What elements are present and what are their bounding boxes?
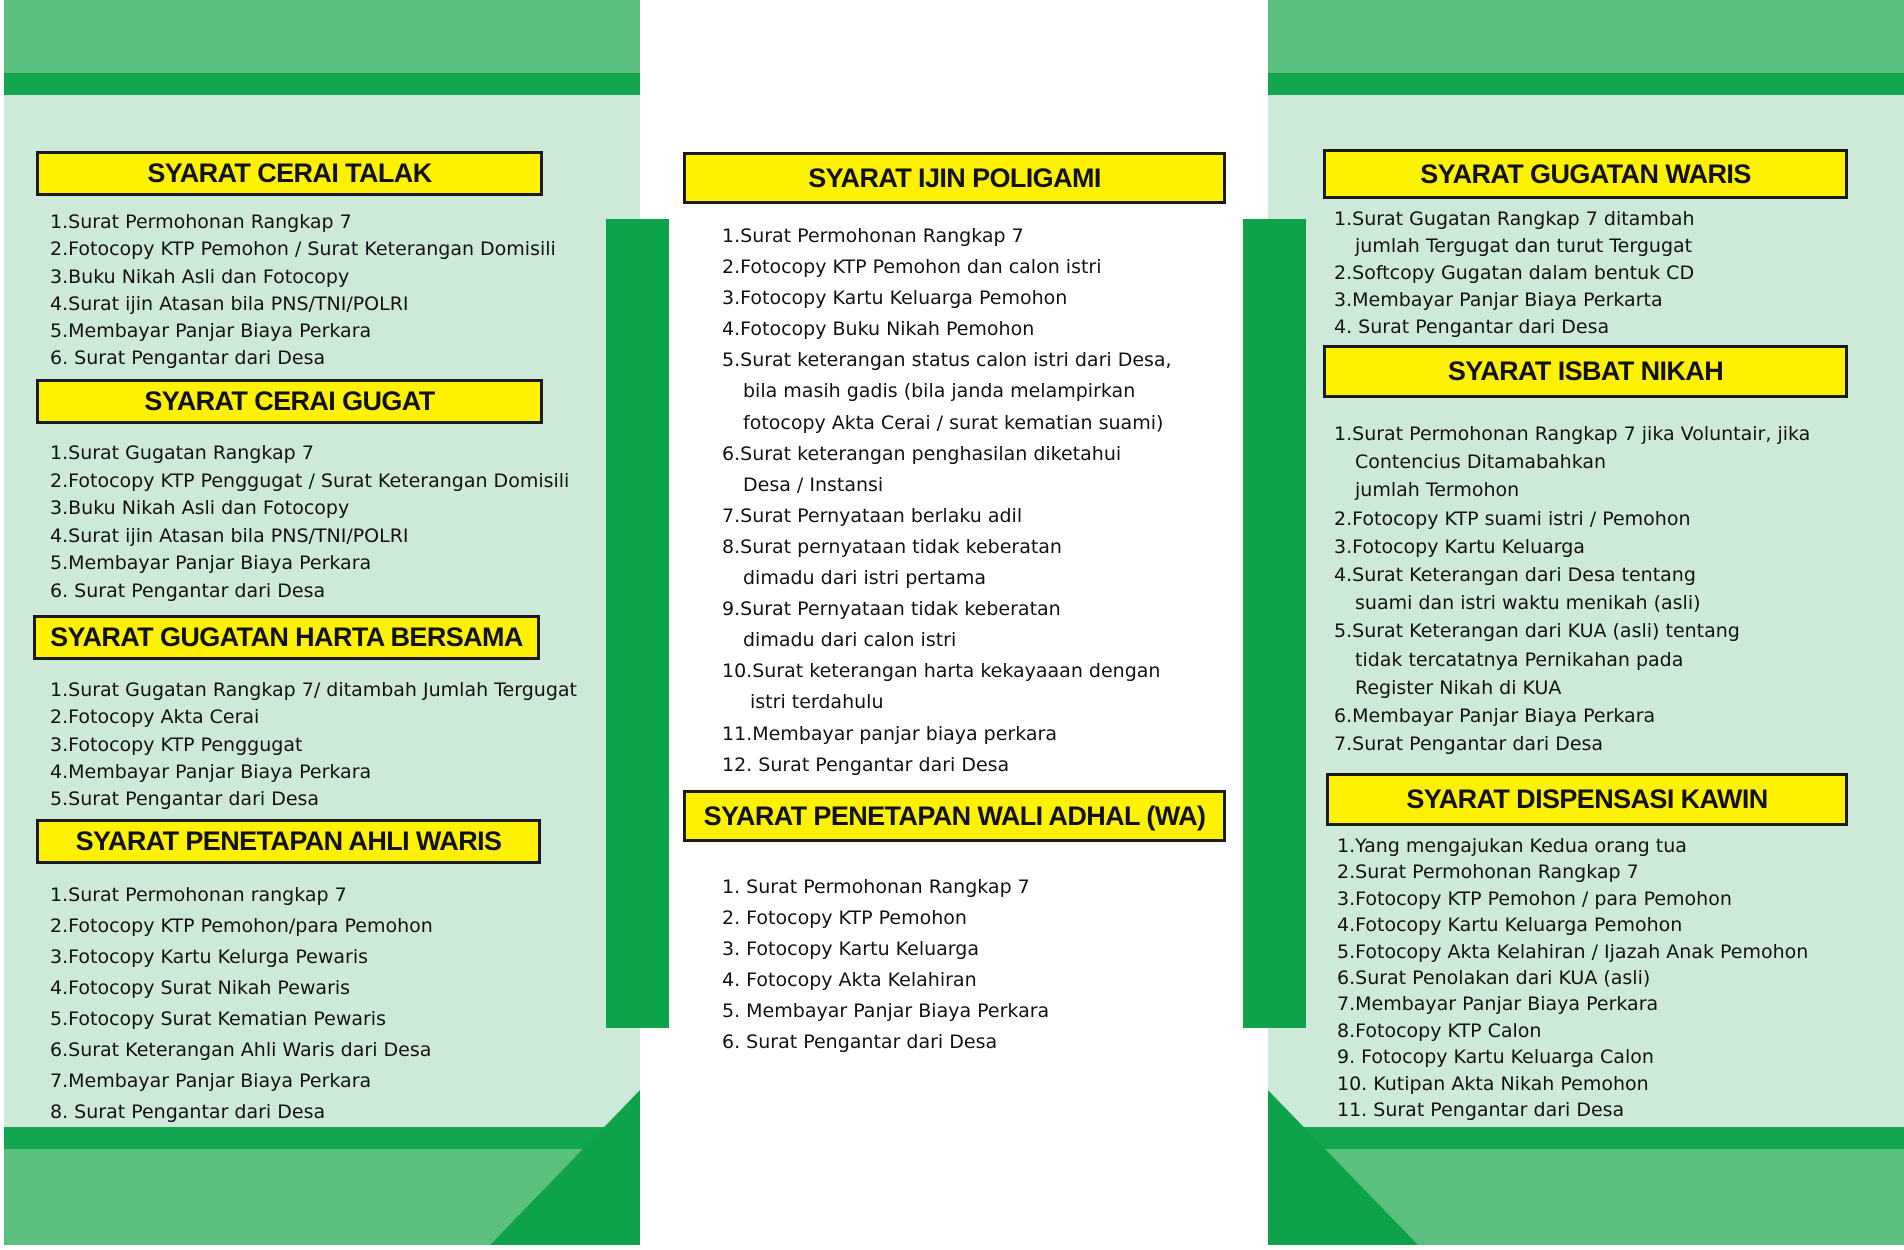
list-item: 1.Surat Permohonan Rangkap 7 — [50, 211, 352, 233]
list-item: 3.Buku Nikah Asli dan Fotocopy — [50, 265, 350, 288]
list-item: 4.Fotocopy Kartu Keluarga Pemohon — [1337, 914, 1683, 937]
heading-isbat-nikah: SYARAT ISBAT NIKAH — [1323, 345, 1848, 398]
list-item: 2.Softcopy Gugatan dalam bentuk CD — [1334, 261, 1695, 284]
list-item: dimadu dari calon istri — [743, 629, 957, 652]
list-item: 7.Membayar Panjar Biaya Perkara — [50, 1070, 372, 1092]
list-item: 7.Membayar Panjar Biaya Perkara — [1337, 993, 1659, 1016]
list-item: fotocopy Akta Cerai / surat kematian suami) — [743, 411, 1164, 434]
heading-cerai-gugat: SYARAT CERAI GUGAT — [36, 379, 543, 424]
list-item: 8. Surat Pengantar dari Desa — [50, 1101, 326, 1123]
list-item: 6.Membayar Panjar Biaya Perkara — [1334, 704, 1656, 727]
list-item: 6.Surat Keterangan Ahli Waris dari Desa — [50, 1039, 432, 1061]
heading-wali-adhal: SYARAT PENETAPAN WALI ADHAL (WA) — [683, 790, 1226, 842]
list-item: 12. Surat Pengantar dari Desa — [722, 753, 1010, 776]
list-item: 1. Surat Permohonan Rangkap 7 — [722, 876, 1030, 898]
list-item: 4. Fotocopy Akta Kelahiran — [722, 969, 977, 992]
list-item: 1.Surat Gugatan Rangkap 7 ditambah — [1334, 208, 1695, 230]
list-item: 10. Kutipan Akta Nikah Pemohon — [1337, 1072, 1649, 1095]
heading-cerai-talak: SYARAT CERAI TALAK — [36, 151, 543, 196]
list-item: 8.Surat pernyataan tidak keberatan — [722, 535, 1062, 558]
list-item: 11. Surat Pengantar dari Desa — [1337, 1098, 1625, 1121]
list-item: 11.Membayar panjar biaya perkara — [722, 722, 1058, 745]
list-item: 2.Fotocopy KTP Pemohon / Surat Keterangan Domisili — [50, 238, 556, 261]
list-dispensasi-kawin — [1337, 833, 1808, 1123]
list-item: 3.Fotocopy KTP Pemohon / para Pemohon — [1337, 887, 1732, 910]
list-item: 6. Surat Pengantar dari Desa — [50, 347, 326, 370]
list-item: 3.Fotocopy Kartu Kelurga Pewaris — [50, 946, 368, 968]
list-item: istri terdahulu — [750, 691, 884, 714]
list-item: 6.Surat keterangan penghasilan diketahui — [722, 442, 1122, 465]
list-item: 2.Surat Permohonan Rangkap 7 — [1337, 861, 1639, 884]
list-item: Register Nikah di KUA — [1355, 676, 1562, 699]
list-item: Contencius Ditamabahkan — [1355, 451, 1607, 474]
top-band — [4, 0, 640, 73]
list-item: 5.Fotocopy Akta Kelahiran / Ijazah Anak Pemohon — [1337, 940, 1809, 963]
list-item: 5.Surat Pengantar dari Desa — [50, 788, 320, 811]
list-item: 9.Surat Pernyataan tidak keberatan — [722, 598, 1061, 621]
list-item: 3. Fotocopy Kartu Keluarga — [722, 938, 979, 961]
list-item: Desa / Instansi — [743, 473, 884, 496]
list-item: 6.Surat Penolakan dari KUA (asli) — [1337, 966, 1651, 989]
list-item: 1.Surat Permohonan Rangkap 7 — [722, 225, 1024, 247]
list-isbat-nikah — [1334, 420, 1810, 758]
list-item: 3.Fotocopy KTP Penggugat — [50, 733, 303, 756]
list-item: 2.Fotocopy Akta Cerai — [50, 706, 260, 729]
list-item: 1.Surat Permohonan Rangkap 7 jika Voluntair, jika — [1334, 423, 1811, 445]
list-item: 4.Surat ijin Atasan bila PNS/TNI/POLRI — [50, 292, 409, 315]
list-item: jumlah Tergugat dan turut Tergugat — [1355, 234, 1693, 257]
list-penetapan-ahli-waris — [50, 880, 433, 1128]
top-band — [1268, 0, 1904, 73]
list-item: 5.Fotocopy Surat Kematian Pewaris — [50, 1008, 386, 1030]
list-item: 1.Surat Gugatan Rangkap 7/ ditambah Jumlah Tergugat — [50, 679, 577, 701]
list-gugatan-waris — [1334, 206, 1695, 340]
list-item: 5.Membayar Panjar Biaya Perkara — [50, 320, 372, 343]
heading-gugatan-waris: SYARAT GUGATAN WARIS — [1323, 149, 1848, 199]
list-cerai-talak — [50, 209, 556, 373]
corner-fold — [490, 1090, 640, 1245]
list-item: 4.Fotocopy Surat Nikah Pewaris — [50, 977, 351, 999]
list-item: 5.Surat Keterangan dari KUA (asli) tentang — [1334, 620, 1740, 643]
list-item: 4.Surat ijin Atasan bila PNS/TNI/POLRI — [50, 524, 409, 547]
list-wali-adhal — [722, 872, 1049, 1059]
list-item: 5.Membayar Panjar Biaya Perkara — [50, 552, 372, 575]
list-item: 6. Surat Pengantar dari Desa — [50, 579, 326, 602]
list-item: 2. Fotocopy KTP Pemohon — [722, 907, 967, 930]
left-divider-stripe — [606, 219, 669, 1028]
list-cerai-gugat — [50, 440, 569, 606]
heading-ijin-poligami: SYARAT IJIN POLIGAMI — [683, 152, 1226, 204]
list-item: 7.Surat Pernyataan berlaku adil — [722, 504, 1023, 527]
list-ijin-poligami — [722, 221, 1172, 781]
list-item: 2.Fotocopy KTP Pemohon dan calon istri — [722, 256, 1102, 279]
list-item: 2.Fotocopy KTP Penggugat / Surat Keterangan Domisili — [50, 469, 570, 492]
list-gugatan-harta-bersama — [50, 677, 577, 813]
top-band-stripe — [4, 73, 640, 95]
list-item: 4.Membayar Panjar Biaya Perkara — [50, 760, 372, 783]
list-item: 3.Fotocopy Kartu Keluarga — [1334, 535, 1585, 558]
list-item: 8.Fotocopy KTP Calon — [1337, 1019, 1542, 1042]
list-item: bila masih gadis (bila janda melampirkan — [743, 380, 1136, 403]
list-item: dimadu dari istri pertama — [743, 567, 987, 590]
heading-penetapan-ahli-waris: SYARAT PENETAPAN AHLI WARIS — [36, 819, 541, 864]
list-item: 1.Surat Gugatan Rangkap 7 — [50, 442, 314, 464]
list-item: 1.Surat Permohonan rangkap 7 — [50, 884, 347, 906]
list-item: 10.Surat keterangan harta kekayaaan dengan — [722, 660, 1161, 683]
list-item: 5.Surat keterangan status calon istri dari Desa, — [722, 349, 1172, 372]
list-item: tidak tercatatnya Pernikahan pada — [1355, 648, 1684, 671]
list-item: 3.Membayar Panjar Biaya Perkarta — [1334, 288, 1663, 311]
list-item: jumlah Termohon — [1355, 479, 1520, 502]
list-item: 9. Fotocopy Kartu Keluarga Calon — [1337, 1046, 1654, 1069]
list-item: 5. Membayar Panjar Biaya Perkara — [722, 1000, 1050, 1023]
list-item: 4.Surat Keterangan dari Desa tentang — [1334, 563, 1696, 586]
heading-gugatan-harta-bersama: SYARAT GUGATAN HARTA BERSAMA — [33, 615, 540, 660]
list-item: 2.Fotocopy KTP suami istri / Pemohon — [1334, 507, 1691, 530]
list-item: 3.Fotocopy Kartu Keluarga Pemohon — [722, 287, 1068, 310]
list-item: 1.Yang mengajukan Kedua orang tua — [1337, 835, 1687, 857]
list-item: 4. Surat Pengantar dari Desa — [1334, 315, 1610, 338]
right-divider-stripe — [1243, 219, 1306, 1028]
list-item: 2.Fotocopy KTP Pemohon/para Pemohon — [50, 915, 433, 937]
list-item: 7.Surat Pengantar dari Desa — [1334, 733, 1604, 756]
heading-dispensasi-kawin: SYARAT DISPENSASI KAWIN — [1326, 773, 1848, 826]
list-item: 3.Buku Nikah Asli dan Fotocopy — [50, 497, 350, 520]
list-item: 4.Fotocopy Buku Nikah Pemohon — [722, 318, 1035, 341]
list-item: suami dan istri waktu menikah (asli) — [1355, 592, 1701, 615]
list-item: 6. Surat Pengantar dari Desa — [722, 1031, 998, 1054]
top-band-stripe — [1268, 73, 1904, 95]
